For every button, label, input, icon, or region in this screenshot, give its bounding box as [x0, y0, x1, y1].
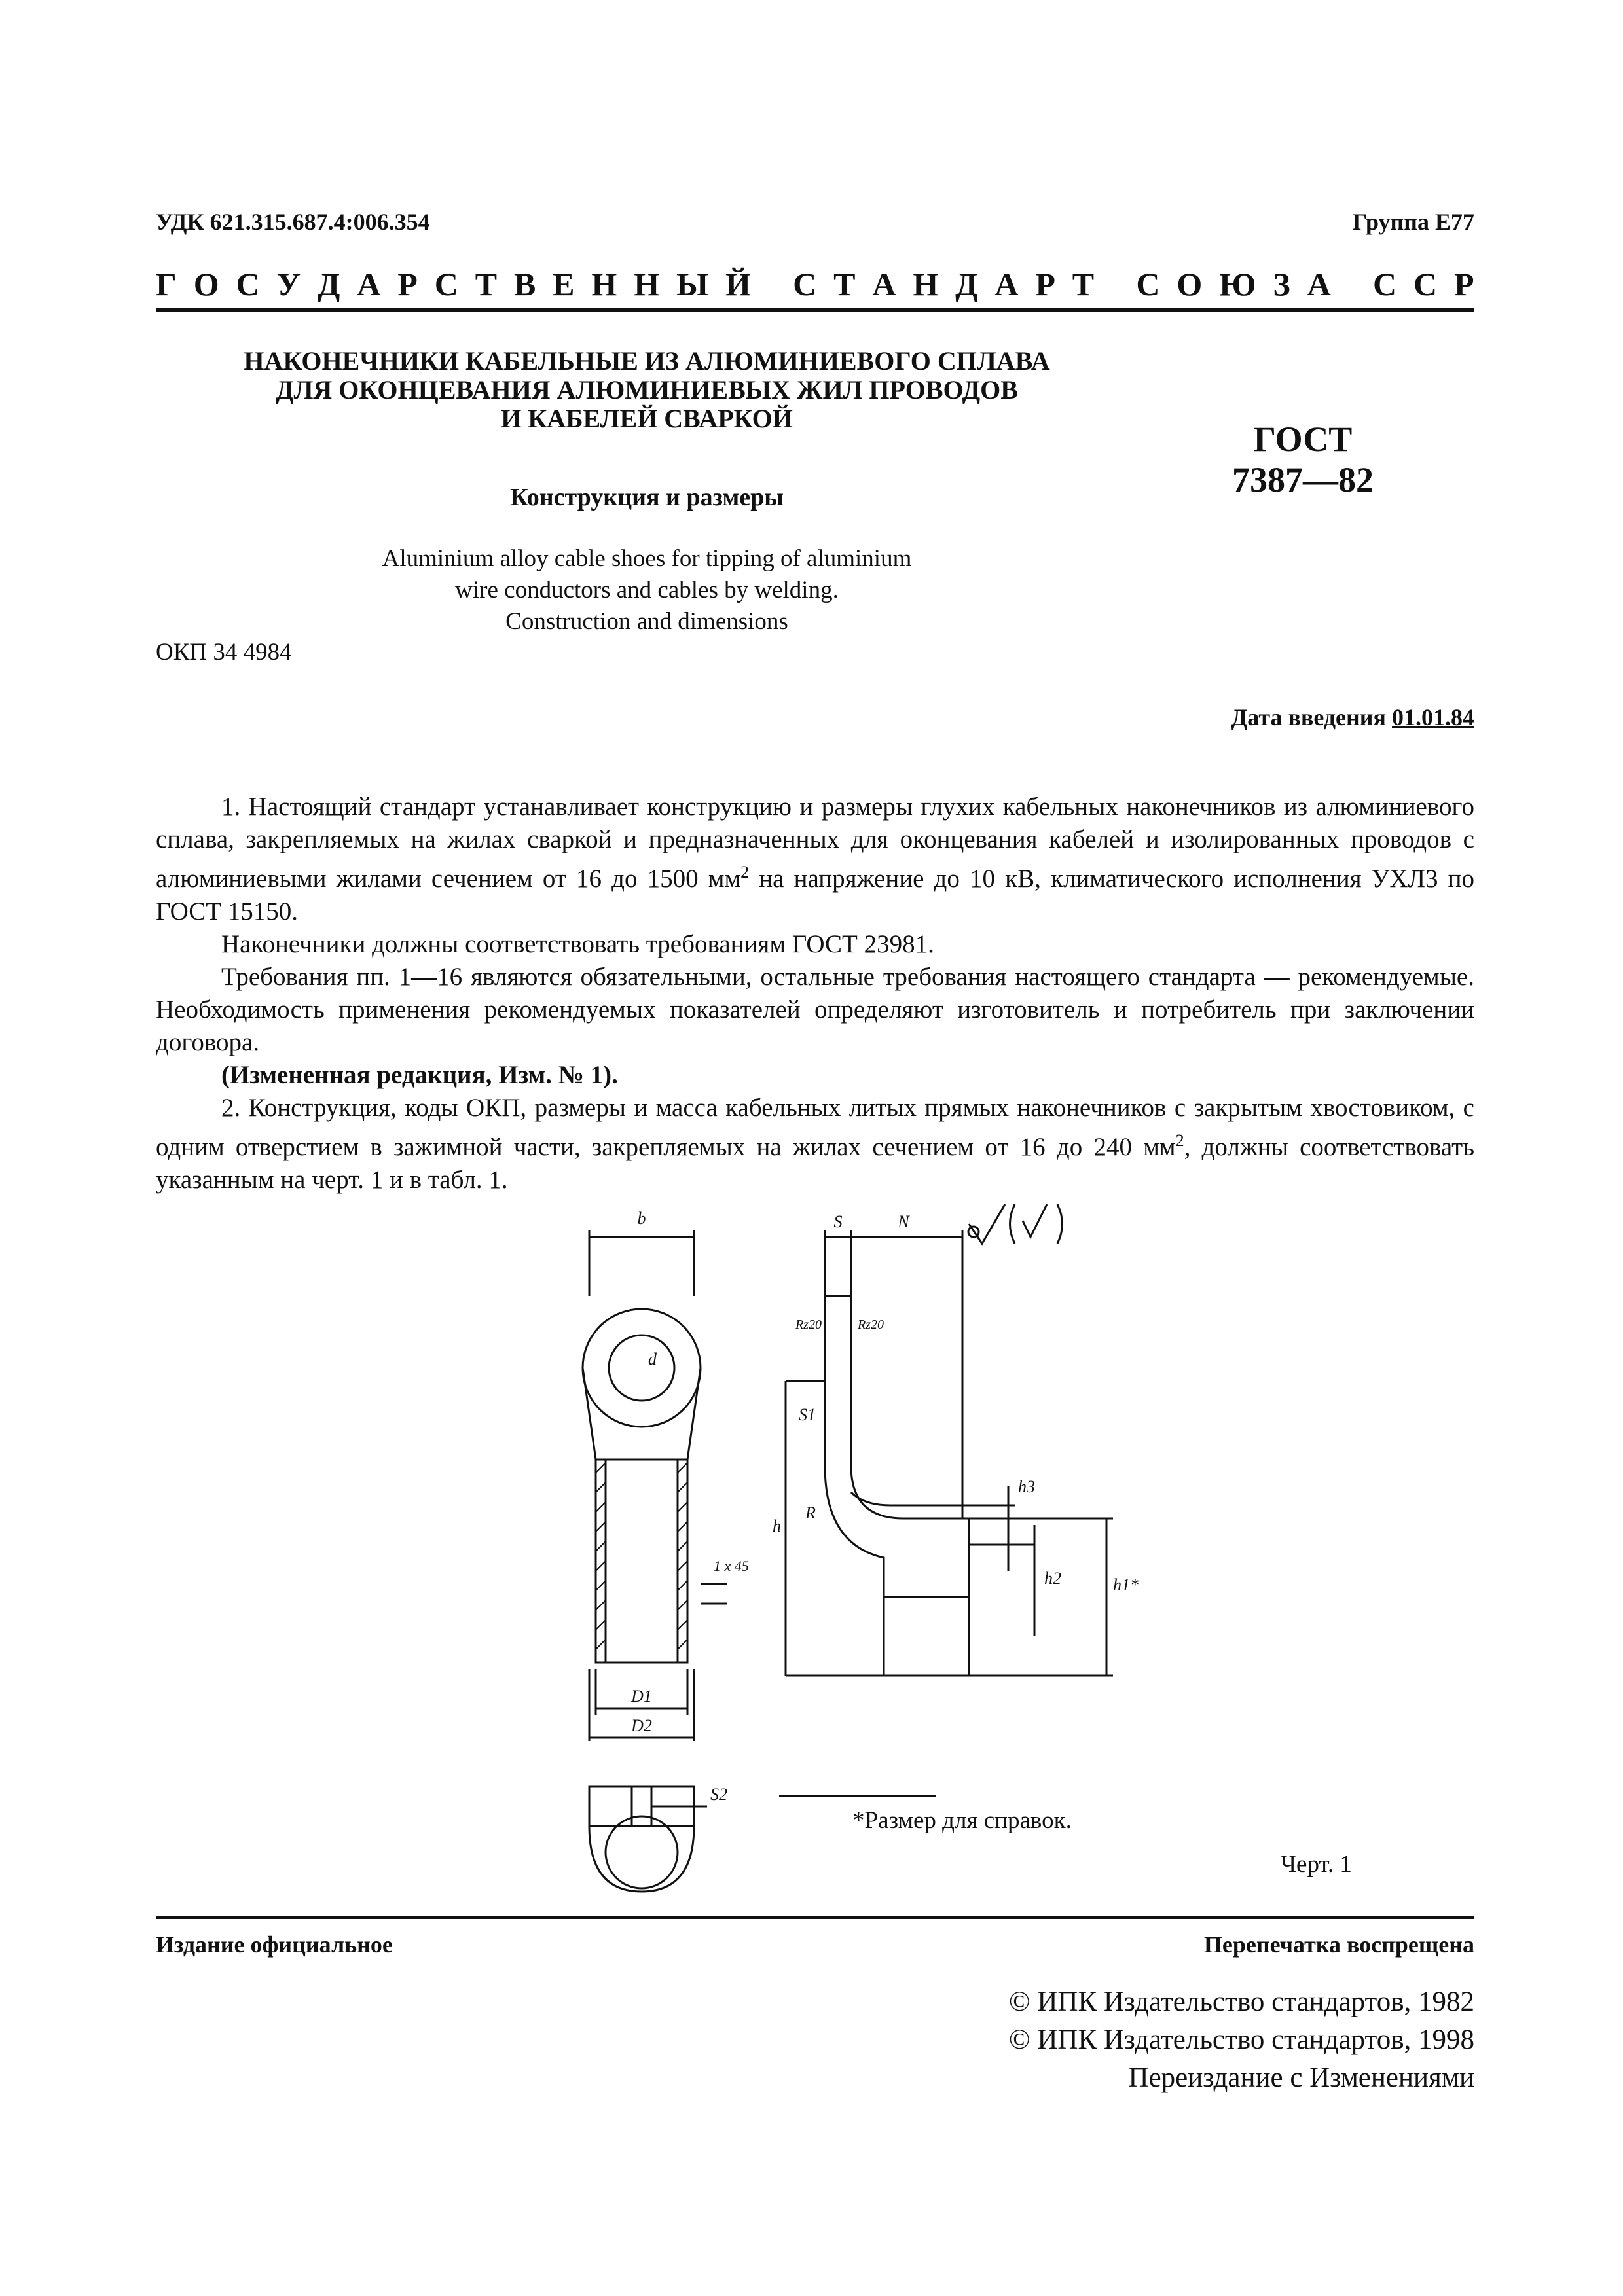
label-d: d	[648, 1350, 657, 1369]
label-N: N	[898, 1212, 909, 1231]
state-standard-letter: Т	[833, 266, 856, 302]
english-title-line-2: wire conductors and cables by welding.	[455, 577, 839, 603]
label-h1: h1*	[1113, 1575, 1139, 1594]
p1-sup: 2	[740, 863, 750, 882]
group-code: Группа Е77	[1352, 209, 1474, 235]
state-standard-letter: Р	[1035, 266, 1055, 302]
label-D2: D2	[631, 1716, 652, 1735]
state-standard-letter: А	[994, 266, 1019, 302]
document-title	[156, 347, 1138, 433]
intro-date-label: Дата введения	[1231, 704, 1386, 730]
intro-date-value: 01.01.84	[1392, 704, 1474, 730]
state-standard-letter: У	[276, 266, 301, 302]
udk-code: УДК 621.315.687.4:006.354	[156, 209, 430, 235]
state-standard-letter: Ы	[676, 266, 709, 302]
label-b: b	[637, 1209, 646, 1228]
label-S2: S2	[710, 1785, 727, 1804]
state-standard-letter: Г	[156, 266, 177, 302]
state-standard-letter: Ю	[1219, 266, 1256, 302]
state-standard-letter: С	[434, 266, 458, 302]
state-standard-letter: Н	[634, 266, 660, 302]
copyright-block	[1009, 1983, 1474, 2097]
title-line-2: ДЛЯ ОКОНЦЕВАНИЯ АЛЮМИНИЕВЫХ ЖИЛ ПРОВОДОВ	[276, 375, 1018, 404]
state-standard-letter: С	[236, 266, 260, 302]
title-line-1: НАКОНЕЧНИКИ КАБЕЛЬНЫЕ ИЗ АЛЮМИНИЕВОГО СПЛАВА	[244, 346, 1050, 376]
gost-number: 7387—82	[1232, 460, 1374, 499]
footnote: *Размер для справок.	[852, 1807, 1072, 1834]
english-title	[156, 543, 1138, 637]
state-standard-letter: Н	[591, 266, 617, 302]
note-divider	[779, 1795, 936, 1797]
official-edition: Издание официальное	[156, 1931, 393, 1958]
p1-start: 1. Настоящий стандарт устанавливает конструкцию и размеры глухих кабельных наконечников из алюминиевого сплава, закрепляемых на жилах сваркой и предназначенных для оконцевания кабелей и изолированных проводов с алюминиевыми жилами сечением от 16 до 1500 мм	[156, 793, 1474, 893]
label-rz-left: Rz20	[795, 1318, 822, 1332]
footer-rule	[156, 1916, 1474, 1919]
reprint-prohibited: Перепечатка воспрещена	[1203, 1931, 1474, 1958]
label-rz-right: Rz20	[858, 1318, 884, 1332]
lug-hole	[609, 1335, 674, 1401]
p1-end: на напряжение до 10 кВ, климатического исполнения УХЛ3 по ГОСТ 15150.	[156, 865, 1474, 925]
state-standard-letter: А	[1307, 266, 1331, 302]
state-standard-letter: Д	[955, 266, 978, 302]
state-standard-letter: О	[193, 266, 219, 302]
technical-drawing	[537, 1178, 1139, 1898]
paragraph-3: Требования пп. 1—16 являются обязательными, остальные требования настоящего стандарта — рекомендуемые. Необходимость применения рекомендуемых показателей определяют изготовитель и потребитель при заключении договора.	[156, 963, 1474, 1056]
gost-label: ГОСТ	[1253, 420, 1353, 459]
state-standard-letter: А	[357, 266, 381, 302]
state-standard-letter: Д	[318, 266, 340, 302]
english-title-line-3: Construction and dimensions	[505, 608, 788, 635]
lug-ring-outline	[583, 1309, 701, 1427]
state-standard-letter: Н	[913, 266, 939, 302]
state-standard-letter: Т	[1072, 266, 1095, 302]
body-text	[156, 791, 1474, 1196]
p5-end: , должны соответствовать указанным на черт. 1 и в табл. 1.	[156, 1133, 1474, 1194]
state-standard-letter: О	[1176, 266, 1203, 302]
state-standard-letter: Е	[553, 266, 575, 302]
english-title-line-1: Aluminium alloy cable shoes for tipping of aluminium	[382, 545, 912, 572]
label-R: R	[805, 1503, 816, 1522]
state-standard-letter: С	[1136, 266, 1160, 302]
okp-code: ОКП 34 4984	[156, 639, 292, 666]
introduction-date	[1231, 704, 1475, 731]
state-standard-letter: С	[793, 266, 817, 302]
paragraph-1	[156, 791, 1474, 928]
state-standard-letter	[1348, 265, 1357, 303]
state-standard-letter	[1111, 265, 1120, 303]
state-standard-letter: Т	[475, 266, 498, 302]
label-S: S	[833, 1212, 843, 1231]
label-h3: h3	[1018, 1477, 1035, 1496]
state-standard-letter: Р	[397, 266, 418, 302]
label-h2: h2	[1044, 1569, 1061, 1588]
lug-barrel	[596, 1460, 687, 1662]
state-standard-letter: С	[1372, 266, 1397, 302]
state-standard-heading	[156, 265, 1474, 303]
state-standard-letter: С	[1413, 266, 1438, 302]
title-line-3: И КАБЕЛЕЙ СВАРКОЙ	[501, 404, 793, 433]
copyright-1982: © ИПК Издательство стандартов, 1982	[1008, 1986, 1474, 2017]
reissue-note: Переиздание с Изменениями	[1128, 2062, 1474, 2093]
figure-caption: Черт. 1	[1281, 1851, 1352, 1878]
state-standard-letter: Р	[1453, 266, 1474, 302]
label-S1: S1	[799, 1405, 816, 1424]
label-chamfer: 1 x 45	[714, 1558, 749, 1574]
lug-bottom-view	[589, 1787, 694, 1892]
state-standard-letter: Й	[725, 266, 751, 302]
header-rule	[156, 308, 1474, 312]
state-standard-letter: А	[872, 266, 896, 302]
label-h: h	[773, 1516, 781, 1535]
label-D1: D1	[631, 1687, 652, 1706]
state-standard-letter: З	[1273, 266, 1290, 302]
paragraph-4: (Измененная редакция, Изм. № 1).	[221, 1061, 618, 1089]
p5-sup: 2	[1175, 1131, 1184, 1150]
lug-side-profile	[825, 1296, 969, 1597]
state-standard-letter: В	[513, 266, 536, 302]
gost-number-block	[1192, 419, 1414, 500]
document-subtitle: Конструкция и размеры	[510, 484, 784, 511]
state-standard-letter	[768, 265, 776, 303]
copyright-1998: © ИПК Издательство стандартов, 1998	[1008, 2024, 1474, 2055]
paragraph-2: Наконечники должны соответствовать требованиям ГОСТ 23981.	[221, 930, 934, 958]
p5-start: 2. Конструкция, коды ОКП, размеры и масса кабельных литых прямых наконечников с закрытым хвостовиком, с одним отверстием в зажимной части, закрепляемых на жилах сечением от 16 до 240 мм	[156, 1094, 1474, 1161]
